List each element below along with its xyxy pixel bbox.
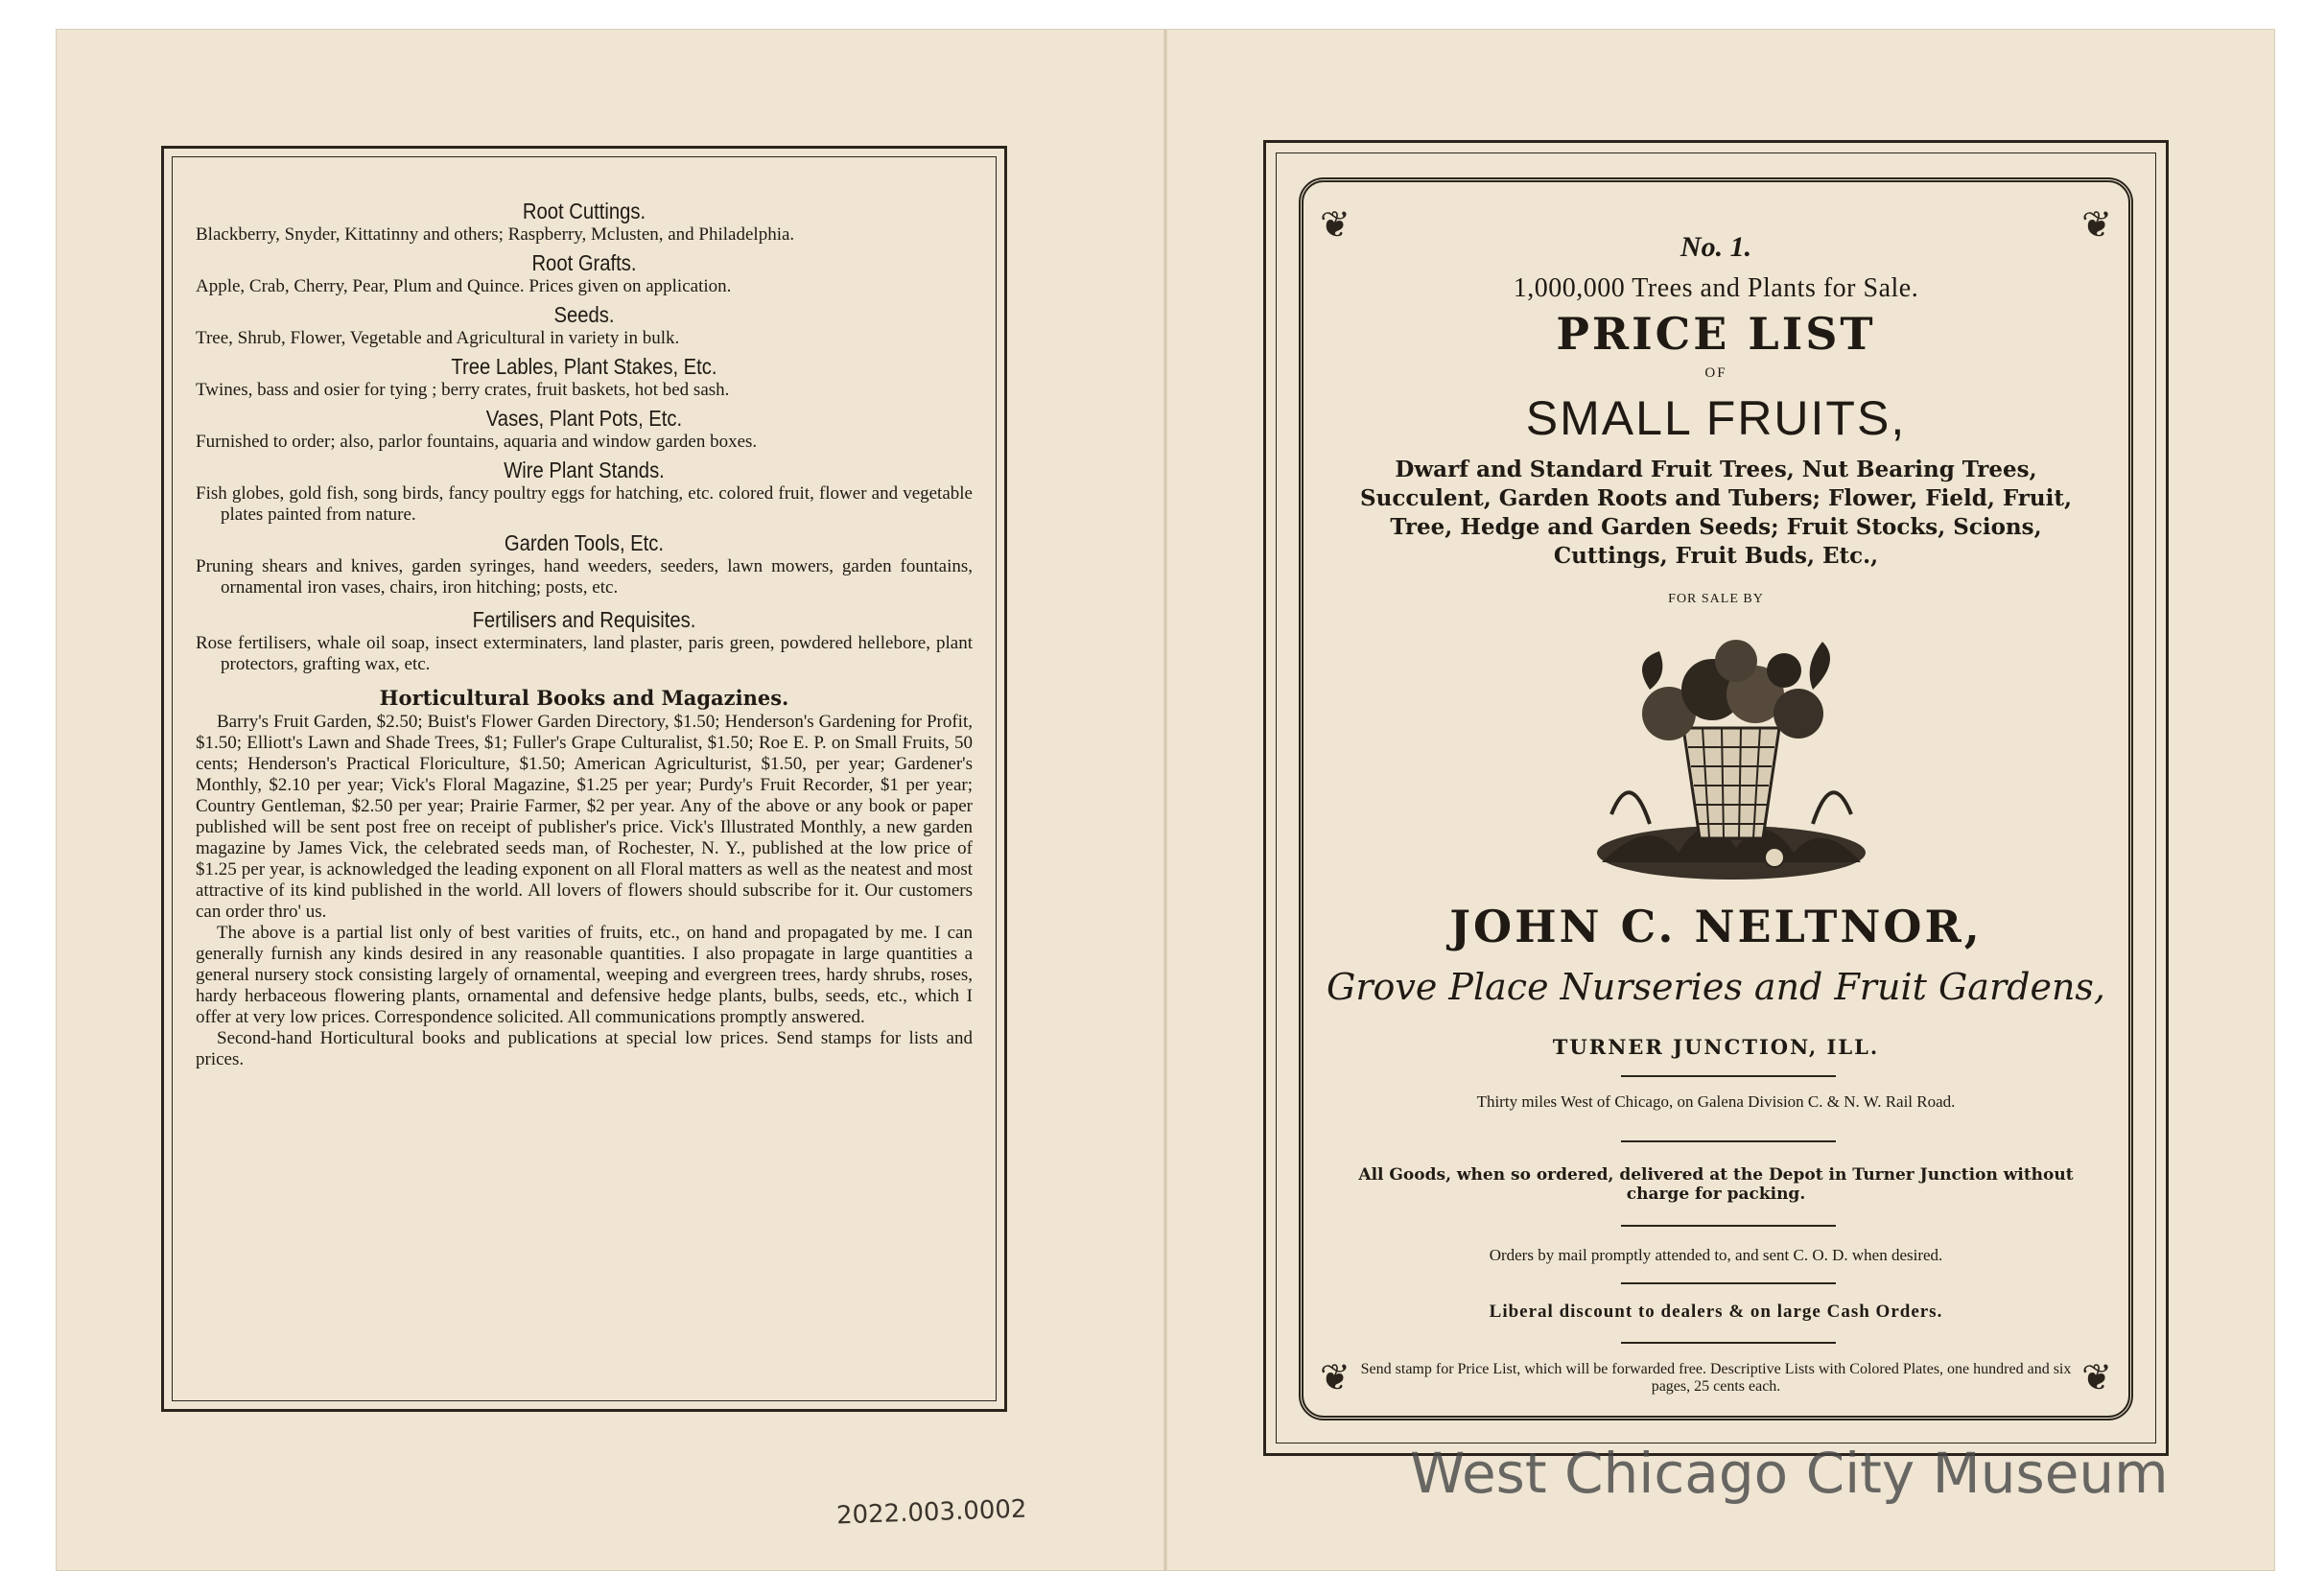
small-fruits-title: SMALL FRUITS, <box>1525 391 1907 445</box>
books-paragraph: Barry's Fruit Garden, $2.50; Buist's Flower Garden Directory, $1.50; Henderson's Gardening for Profit, $1.50; Elliott's Lawn and Shade Trees, $1; Fuller's Grape Culturalist, $1.50; Roe E. P. on Small Fruits, 50 cents; Henderson's Practical Floriculture, $1.50; American Agriculturist, $1.50, per year; Gardener's Monthly, $2.10 per year; Vick's Floral Magazine, $1.25 per year; Purdy's Fruit Recorder, $1 per year; Country Gentleman, $2.50 per year; Prairie Farmer, $2 per year. Any of the above or any book or paper published will be sent post free on receipt of publisher's price. Vick's Illustrated Monthly, a new garden magazine by James Vick, the celebrated seeds man, of Rochester, N. Y., published at the low price of $1.25 per year, is acknowledged the leading exponent on all Floral matters as well as the neatest and most attractive of its kind published in the world. All lovers of flowers should subscribe for it. Our customers can order thro' us. <box>196 712 973 922</box>
product-list: Dwarf and Standard Fruit Trees, Nut Bearing Trees, Succulent, Garden Roots and Tubers; Flower, Field, Fruit, Tree, Hedge and Garden Seeds; Fruit Stocks, Scions, Cuttings, Fruit Buds, Etc., <box>1360 457 2072 569</box>
orders-note: Orders by mail promptly attended to, and sent C. O. D. when desired. <box>1489 1246 1943 1264</box>
section-heading: Seeds. <box>553 302 615 327</box>
left-page-frame <box>161 146 1007 1412</box>
location: TURNER JUNCTION, ILL. <box>1552 1035 1880 1059</box>
nursery-name: Grove Place Nurseries and Fruit Gardens, <box>1326 966 2105 1008</box>
section-body: Blackberry, Snyder, Kittatinny and others; Raspberry, Mclusten, and Philadelphia. <box>196 224 795 245</box>
section-heading: Root Cuttings. <box>522 199 646 223</box>
divider-rule <box>1621 1282 1836 1284</box>
section-heading: Root Grafts. <box>531 250 637 275</box>
price-list-title: PRICE LIST <box>1556 308 1876 360</box>
trees-headline: 1,000,000 Trees and Plants for Sale. <box>1513 273 1919 303</box>
divider-rule <box>1621 1140 1836 1142</box>
section-heading: Garden Tools, Etc. <box>504 530 665 555</box>
divider-rule <box>1621 1342 1836 1344</box>
delivery-note: All Goods, when so ordered, delivered at the Depot in Turner Junction without charge for packing. <box>1358 1165 2074 1204</box>
of-word: OF <box>1704 365 1727 381</box>
proprietor-name: JOHN C. NELTNOR, <box>1449 901 1983 952</box>
right-page-frame <box>1263 140 2169 1456</box>
for-sale-by: FOR SALE BY <box>1668 592 1764 606</box>
museum-watermark: West Chicago City Museum <box>1410 1441 2169 1506</box>
section-books <box>196 685 973 1070</box>
section-seeds <box>196 301 973 349</box>
center-fold <box>1163 29 1167 1571</box>
section-body: Fish globes, gold fish, song birds, fancy poultry eggs for hatching, etc. colored fruit, flower and vegetable plates painted from nature. <box>196 483 973 525</box>
section-root-grafts <box>196 249 973 297</box>
catalog-number: 2022.003.0002 <box>835 1494 1027 1531</box>
fleuron-icon: ❦ <box>1320 203 1351 246</box>
section-root-cuttings <box>196 198 973 246</box>
section-body: Apple, Crab, Cherry, Pear, Plum and Quince. Prices given on application. <box>196 276 732 296</box>
section-body: Twines, bass and osier for tying ; berry crates, fruit baskets, hot bed sash. <box>196 380 730 400</box>
section-heading: Tree Lables, Plant Stakes, Etc. <box>451 354 717 379</box>
divider-rule <box>1621 1075 1836 1077</box>
section-heading: Vases, Plant Pots, Etc. <box>485 406 683 431</box>
divider-rule <box>1621 1225 1836 1227</box>
section-body: Tree, Shrub, Flower, Vegetable and Agricultural in variety in bulk. <box>196 328 680 348</box>
second-hand-paragraph: Second-hand Horticultural books and publications at special low prices. Send stamps for lists and prices. <box>196 1028 973 1069</box>
discount-note: Liberal discount to dealers & on large Cash Orders. <box>1489 1302 1943 1322</box>
fleuron-icon: ❦ <box>1320 1356 1351 1398</box>
section-fertilisers <box>196 606 973 675</box>
section-tree-lables <box>196 353 973 401</box>
section-body: Furnished to order; also, parlor fountains, aquaria and window garden boxes. <box>196 432 758 452</box>
section-body: Rose fertilisers, whale oil soap, insect exterminaters, land plaster, paris green, powdered hellebore, plant protectors, grafting wax, etc. <box>196 633 973 674</box>
distance-note: Thirty miles West of Chicago, on Galena Division C. & N. W. Rail Road. <box>1476 1092 1956 1111</box>
section-body: Pruning shears and knives, garden syringes, hand weeders, seeders, lawn mowers, garden fountains, ornamental iron vases, chairs, iron hitching; posts, etc. <box>196 556 973 598</box>
stamp-note: Send stamp for Price List, which will be forwarded free. Descriptive Lists with Colored Plates, one hundred and six pages, 25 cents each. <box>1360 1361 2072 1395</box>
section-heading: Fertilisers and Requisites. <box>472 607 696 632</box>
section-heading: Wire Plant Stands. <box>504 458 665 482</box>
section-vases <box>196 405 973 453</box>
fruit-basket-engraving <box>1592 622 1870 883</box>
section-garden-tools <box>196 529 973 598</box>
partial-list-paragraph: The above is a partial list only of best varities of fruits, etc., on hand and propagated by me. I can generally furnish any kinds desired in any reasonable quantities. I also propagate in large quantities a general nursery stock consisting largely of ornamental, weeping and evergreen trees, hardy shrubs, roses, hardy herbaceous flowering plants, ornamental and defensive hedge plants, bulbs, seeds, etc., which I offer at very low prices. Correspondence solicited. All communications promptly answered. <box>196 923 973 1027</box>
list-number: No. 1. <box>1680 231 1752 263</box>
section-heading: Horticultural Books and Magazines. <box>379 686 789 710</box>
left-page-content <box>172 156 997 1401</box>
section-wire-plant-stands <box>196 457 973 526</box>
fleuron-icon: ❦ <box>2081 203 2112 246</box>
fleuron-icon: ❦ <box>2081 1356 2112 1398</box>
